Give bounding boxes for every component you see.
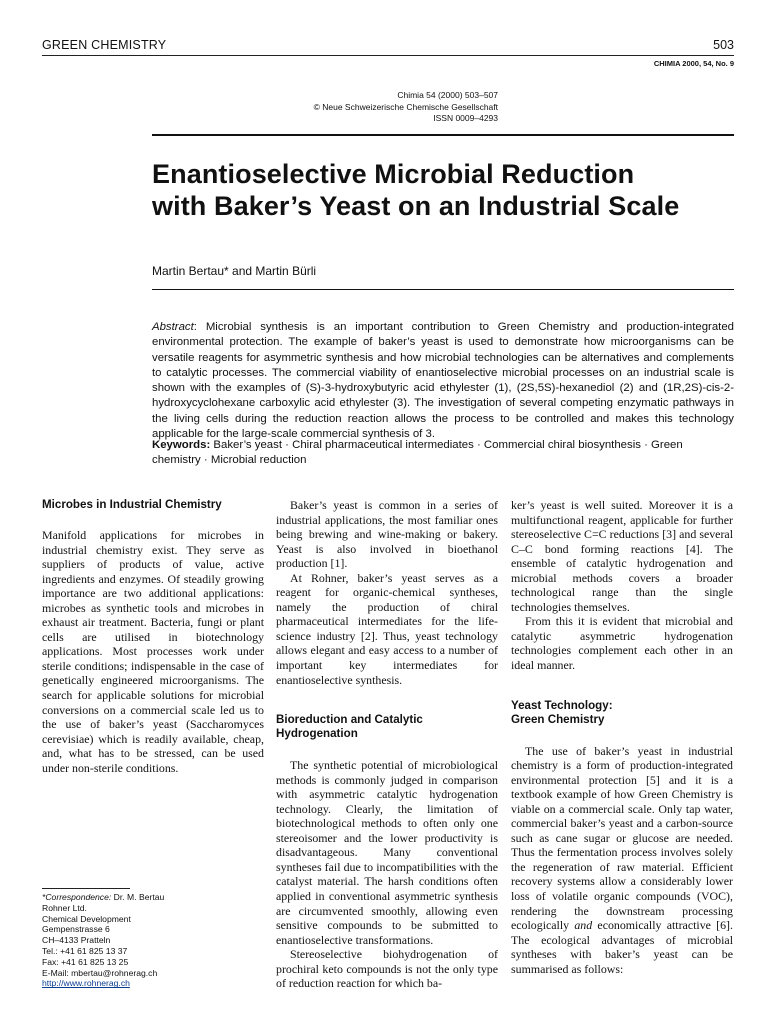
title-top-rule (152, 134, 734, 136)
correspondence-footnote (42, 892, 164, 989)
footnote-line: Tel.: +41 61 825 13 37 (42, 945, 128, 956)
abstract-label: Abstract (152, 321, 194, 333)
paragraph: Baker’s yeast is common in a series of industrial applications, the most familiar ones being brewing and wine-making or bakery. Yeast is also involved in bioethanol production [1]. (276, 498, 498, 571)
heading-line: Green Chemistry (511, 712, 605, 726)
column-2 (276, 498, 498, 991)
citation-block (314, 90, 498, 125)
paragraph: The synthetic potential of microbiological methods is commonly judged in comparison with asymmetric catalytic hydrogenation technology. Clearly, the limitation of biotechnological methods to often only one stereoisomer and the lower productivity is disadvantageous. Many conventional syntheses fail due to incompatibilities with the catalyst material. The harsh conditions often applied in conventional asymmetric synthesis are circumvented smoothly, allowing even sensitive compounds to be submitted to enantioselective transformations. (276, 758, 498, 947)
author-rule (152, 289, 734, 290)
column-3 (511, 498, 733, 976)
emphasis: and (574, 918, 593, 933)
footnote-rule (42, 888, 130, 889)
running-header-section: GREEN CHEMISTRY (42, 38, 167, 52)
paragraph: At Rohner, baker’s yeast serves as a reagent for organic-chemical syntheses, namely the production of chiral pharmaceutical intermediates for the life-science industry [2]. Thus, yeast technology allows elegant and easy access to a number of important key intermediates for enantioselective synthesis. (276, 570, 498, 687)
footnote-line: Fax: +41 61 825 13 25 (42, 956, 129, 967)
footnote-line: Chemical Development (42, 913, 131, 924)
footnote-label: *Correspondence: (42, 892, 112, 902)
keywords-text: Baker’s yeast · Chiral pharmaceutical intermediates · Commercial chiral biosynthesis · Green chemistry · Microbial reduction (152, 439, 683, 467)
footnote-line: Rohner Ltd. (42, 902, 87, 913)
title-line: with Baker’s Yeast on an Industrial Scale (152, 191, 680, 221)
heading-line: Yeast Technology: (511, 698, 613, 712)
footnote-email: E-Mail: mbertau@rohnerag.ch (42, 967, 158, 978)
paragraph-text: economically attractive [6]. The ecological advantages of microbial syntheses with baker’s yeast can be summarised as follows: (511, 918, 733, 976)
citation-line: Chimia 54 (2000) 503–507 (397, 90, 498, 100)
section-heading: Microbes in Industrial Chemistry (42, 498, 222, 511)
section-heading (511, 699, 733, 727)
paragraph (511, 744, 733, 977)
column-1 (42, 498, 264, 775)
paragraph: From this it is evident that microbial and catalytic asymmetric hydrogenation technologies complement each other in an ideal manner. (511, 614, 733, 673)
footnote-line: Gempenstrasse 6 (42, 924, 110, 935)
footnote-line: CH–4133 Pratteln (42, 935, 111, 946)
article-title (152, 158, 742, 222)
paragraph: Manifold applications for microbes in industrial chemistry exist. They serve as suppliers of products of value, active ingredients and enzymes. Of steadily growing importance are two additional applications: microbes as synthetic tools and microbes in exhaust air treatment. Bacteria, fungi or plant cells are utilised in biotechnology applications. Most processes work under sterile conditions; indispensable in the case of genetically engineered microorganisms. The search for applicable solutions for microbial conversions on a commercial scale led us to the use of baker’s yeast (Saccharomyces cerevisiae) which is readily available, cheap, and, what has to be stressed, can be used under non-sterile conditions. (42, 528, 264, 775)
footnote-name: Dr. M. Bertau (111, 892, 165, 902)
paragraph: ker’s yeast is well suited. Moreover it is a multifunctional reagent, applicable for further stereoselective C=C reductions [3] and several C–C bond forming reactions [4]. The ensemble of catalytic hydrogenation and microbial methods covers a broader technological range than the single technologies themselves. (511, 498, 733, 614)
section-heading: Bioreduction and Catalytic Hydrogenation (276, 713, 423, 741)
keywords-label: Keywords: (152, 439, 211, 451)
citation-line: ISSN 0009–4293 (433, 113, 498, 123)
footnote-url-link[interactable]: http://www.rohnerag.ch (42, 978, 130, 989)
title-line: Enantioselective Microbial Reduction (152, 159, 635, 189)
paragraph-text: The use of baker’s yeast in industrial chemistry is a form of production-integrated environmental protection [5] and it is a textbook example of how Green Chemistry is viable on a commercial scale. Only tap water, commercial baker’s yeast and a carbon-source such as cane sugar or glucose are needed. Thus the fermentation process involves solely the regeneration of raw material. Efficient recovery systems allow a considerably lower loss of volatile organic compounds (VOC), rendering the downstream processing ecologically (511, 743, 733, 933)
abstract-text: : Microbial synthesis is an important contribution to Green Chemistry and production-integrated environmental protection. The example of baker’s yeast is used to demonstrate how microorganisms can be versatile reagents for asymmetric synthesis and how microbial technologies can be alternatives and complements to catalytic processes. The commercial viability of enantioselective microbial processes on an industrial scale is shown with the examples of (S)-3-hydroxybutyric acid ethylester (1), (2S,5S)-hexanediol (2) and (1R,2S)-cis-2-hydroxycyclohexane carboxylic acid ethylester (3). The investigation of several competing enzymatic pathways in the living cells during the reduction reaction allows the process to be controlled and makes this technology applicable for the large-scale commercial synthesis of 3. (152, 321, 734, 441)
abstract (152, 320, 734, 442)
paragraph: Stereoselective biohydrogenation of prochiral keto compounds is not the only type of reduction reaction for which ba- (276, 947, 498, 991)
author-line: Martin Bertau* and Martin Bürli (152, 264, 317, 278)
header-rule (42, 55, 734, 56)
citation-line: © Neue Schweizerische Chemische Gesellschaft (313, 101, 498, 112)
keywords (152, 438, 734, 469)
issue-reference: CHIMIA 2000, 54, No. 9 (653, 59, 734, 68)
page-number: 503 (713, 38, 734, 52)
